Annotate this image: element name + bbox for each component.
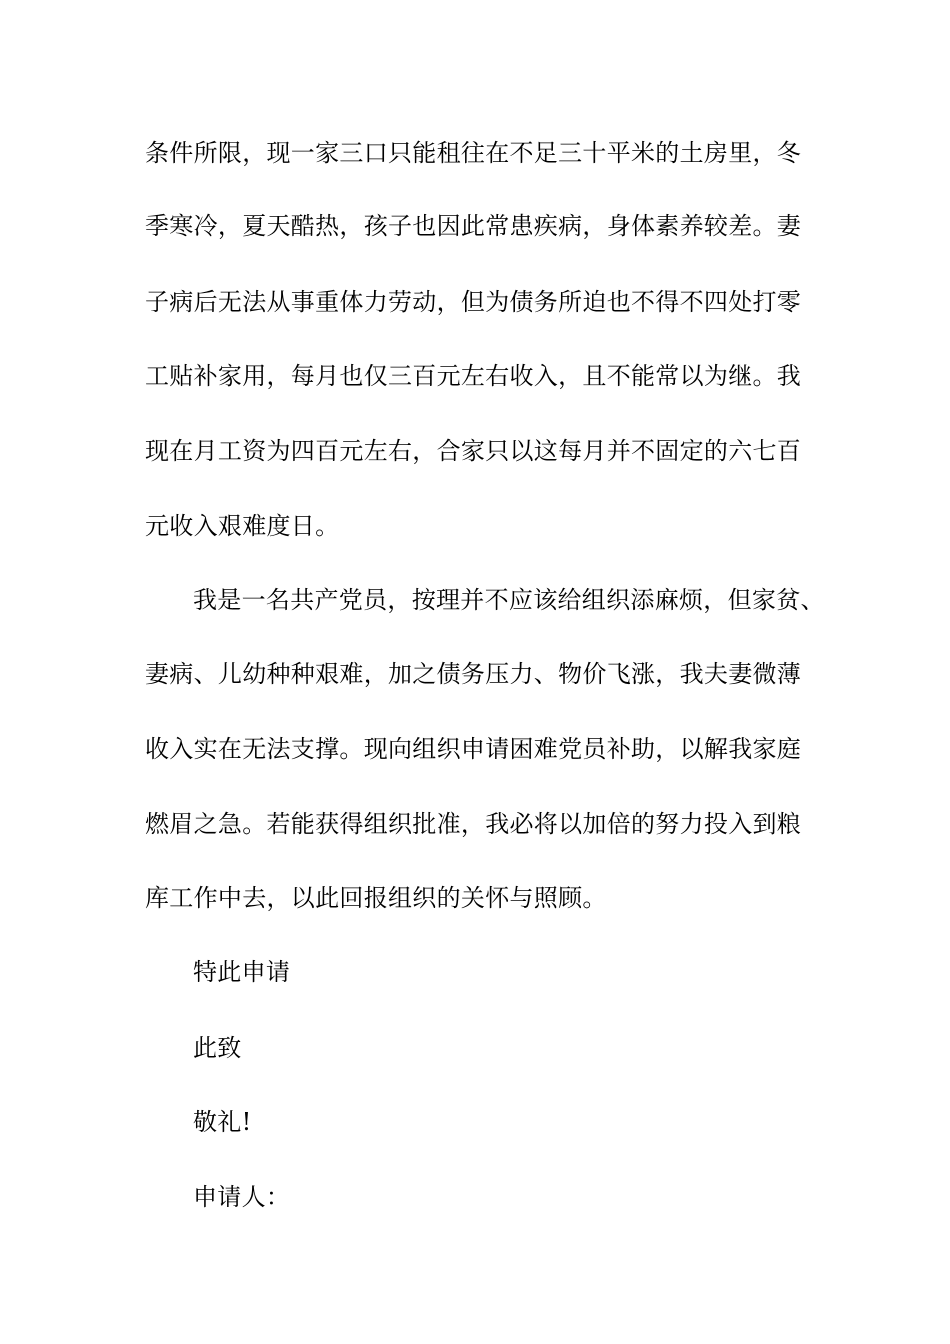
closing-request-line: 特此申请 — [193, 958, 291, 986]
body-text-line: 子病后无法从事重体力劳动，但为债务所迫也不得不四处打零 — [145, 288, 802, 316]
body-text-line: 收入实在无法支撑。现向组织申请困难党员补助，以解我家庭 — [145, 735, 802, 763]
body-text-line: 条件所限，现一家三口只能租往在不足三十平米的土房里，冬 — [145, 139, 802, 167]
body-text-line: 燃眉之急。若能获得组织批准，我必将以加倍的努力投入到粮 — [145, 810, 802, 838]
closing-salutation-line: 此致 — [193, 1034, 242, 1062]
body-text-line: 妻病、儿幼种种艰难，加之债务压力、物价飞涨，我夫妻微薄 — [145, 660, 802, 688]
body-text-line: 库工作中去，以此回报组织的关怀与照顾。 — [145, 884, 607, 912]
body-text-line: 现在月工资为四百元左右，合家只以这每月并不固定的六七百 — [145, 437, 802, 465]
body-text-line: 元收入艰难度日。 — [145, 512, 340, 540]
paragraph-start-line: 我是一名共产党员，按理并不应该给组织添麻烦，但家贫、 — [193, 586, 825, 614]
applicant-label: 申请人： — [193, 1183, 291, 1211]
body-text-line: 季寒冷，夏天酷热，孩子也因此常患疾病，身体素养较差。妻 — [145, 212, 802, 240]
body-text-line: 工贴补家用，每月也仅三百元左右收入，且不能常以为继。我 — [145, 362, 802, 390]
closing-regards-line: 敬礼! — [193, 1108, 252, 1136]
